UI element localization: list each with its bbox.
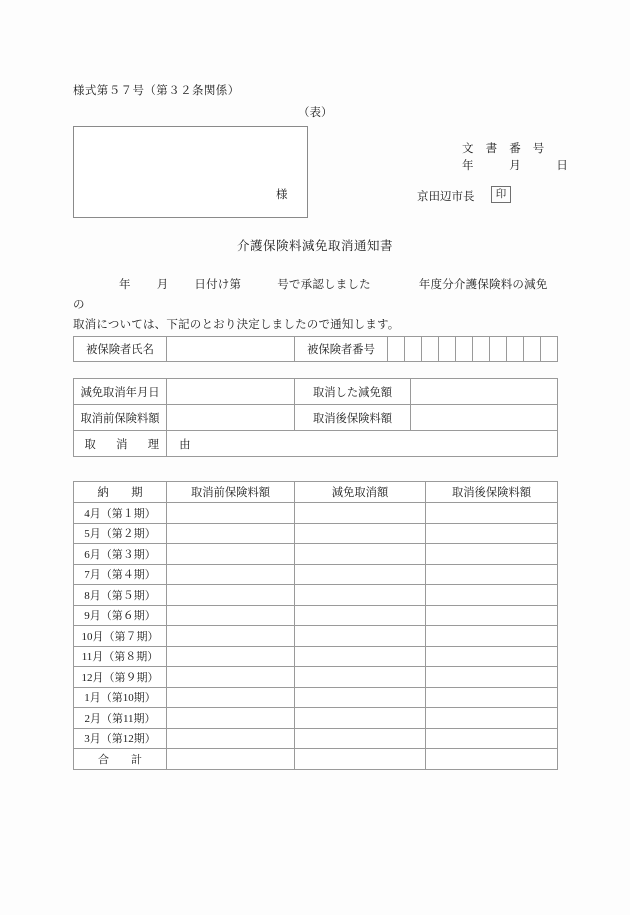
table-row (74, 605, 558, 626)
before-amount-field[interactable] (167, 687, 295, 708)
cancelled-reduction-amount-label: 取消した減免額 (295, 379, 411, 405)
insured-number-cell[interactable] (456, 337, 473, 362)
reduction-amount-field[interactable] (295, 708, 426, 729)
after-amount-field[interactable] (426, 626, 558, 647)
before-amount-field[interactable] (167, 564, 295, 585)
body-number: 号で承認しました (277, 279, 371, 291)
body-line2: 取消については、下記のとおり決定しましたので通知します。 (73, 319, 400, 331)
table-row (74, 405, 558, 431)
seal-stamp-icon: 印 (491, 186, 511, 203)
reduction-amount-field[interactable] (295, 687, 426, 708)
body-year: 年 (119, 279, 131, 291)
reduction-amount-field[interactable] (295, 626, 426, 647)
before-amount-field[interactable] (167, 646, 295, 667)
before-amount-field[interactable] (167, 728, 295, 749)
total-reduction-field[interactable] (295, 749, 426, 770)
insured-name-label: 被保険者氏名 (74, 337, 167, 362)
insured-number-cell[interactable] (524, 337, 541, 362)
period-label: 3月（第12期） (74, 728, 167, 749)
total-before-field[interactable] (167, 749, 295, 770)
before-amount-field[interactable] (167, 708, 295, 729)
insured-number-cell[interactable] (422, 337, 439, 362)
body-end: 年度分介護保険料の減免の (73, 279, 548, 311)
insured-info-table (73, 336, 558, 362)
table-row (74, 564, 558, 585)
page-title: 介護保険料減免取消通知書 (236, 239, 393, 253)
total-label: 合 計 (74, 749, 167, 770)
before-amount-field[interactable] (167, 585, 295, 606)
table-row (74, 626, 558, 647)
reduction-amount-field[interactable] (295, 523, 426, 544)
addressee-box[interactable] (73, 126, 308, 218)
insured-number-cell[interactable] (439, 337, 456, 362)
column-header-after: 取消後保険料額 (426, 482, 558, 503)
cancel-reason-label: 取 消 理 由 (74, 431, 167, 457)
after-amount-field[interactable] (426, 687, 558, 708)
table-row (74, 431, 558, 457)
insured-number-cell[interactable] (473, 337, 490, 362)
body-mid: 日付け第 (194, 279, 242, 291)
after-amount-field[interactable] (426, 503, 558, 524)
before-amount-field[interactable] (167, 605, 295, 626)
table-row (74, 544, 558, 565)
insured-number-cell[interactable] (541, 337, 558, 362)
after-amount-field[interactable] (426, 646, 558, 667)
cancel-date-label: 減免取消年月日 (74, 379, 167, 405)
period-label: 12月（第９期） (74, 667, 167, 688)
table-row (74, 646, 558, 667)
document-date-label: 年 月 日 (462, 160, 569, 172)
reduction-amount-field[interactable] (295, 728, 426, 749)
document-number-label: 文 書 番 号 (462, 143, 545, 155)
reduction-amount-field[interactable] (295, 564, 426, 585)
premium-after-label: 取消後保険料額 (295, 405, 411, 431)
table-row (74, 503, 558, 524)
reduction-amount-field[interactable] (295, 503, 426, 524)
insured-number-label: 被保険者番号 (295, 337, 388, 362)
period-label: 4月（第１期） (74, 503, 167, 524)
after-amount-field[interactable] (426, 667, 558, 688)
table-row (74, 585, 558, 606)
period-label: 5月（第２期） (74, 523, 167, 544)
cancel-date-field[interactable] (167, 379, 295, 405)
after-amount-field[interactable] (426, 523, 558, 544)
total-after-field[interactable] (426, 749, 558, 770)
premium-before-label: 取消前保険料額 (74, 405, 167, 431)
after-amount-field[interactable] (426, 585, 558, 606)
table-row (74, 708, 558, 729)
insured-name-field[interactable] (167, 337, 295, 362)
after-amount-field[interactable] (426, 564, 558, 585)
before-amount-field[interactable] (167, 667, 295, 688)
insured-number-cell[interactable] (507, 337, 524, 362)
reduction-amount-field[interactable] (295, 585, 426, 606)
table-row (74, 337, 558, 362)
body-paragraph (73, 275, 557, 335)
reduction-amount-field[interactable] (295, 646, 426, 667)
column-header-reduction: 減免取消額 (295, 482, 426, 503)
insured-number-cell[interactable] (388, 337, 405, 362)
issuer-name: 京田辺市長 (417, 191, 475, 203)
period-label: 11月（第８期） (74, 646, 167, 667)
period-label: 9月（第６期） (74, 605, 167, 626)
period-label: 10月（第７期） (74, 626, 167, 647)
installments-table (73, 481, 558, 770)
insured-number-cell[interactable] (490, 337, 507, 362)
table-total-row (74, 749, 558, 770)
before-amount-field[interactable] (167, 503, 295, 524)
after-amount-field[interactable] (426, 728, 558, 749)
table-row (74, 379, 558, 405)
after-amount-field[interactable] (426, 605, 558, 626)
column-header-before: 取消前保険料額 (167, 482, 295, 503)
reduction-amount-field[interactable] (295, 667, 426, 688)
cancellation-details-table (73, 378, 558, 457)
column-header-period: 納 期 (74, 482, 167, 503)
table-row (74, 687, 558, 708)
period-label: 1月（第10期） (74, 687, 167, 708)
table-row (74, 523, 558, 544)
period-label: 6月（第３期） (74, 544, 167, 565)
table-header-row (74, 482, 558, 503)
cancelled-reduction-amount-field[interactable] (411, 379, 558, 405)
addressee-honorific: 様 (276, 189, 288, 201)
reduction-amount-field[interactable] (295, 605, 426, 626)
insured-number-cell[interactable] (405, 337, 422, 362)
after-amount-field[interactable] (426, 708, 558, 729)
period-label: 7月（第４期） (74, 564, 167, 585)
period-label: 2月（第11期） (74, 708, 167, 729)
before-amount-field[interactable] (167, 626, 295, 647)
form-number: 様式第５７号（第３２条関係） (73, 85, 240, 97)
table-row (74, 667, 558, 688)
front-side-label: （表） (298, 107, 333, 119)
before-amount-field[interactable] (167, 544, 295, 565)
before-amount-field[interactable] (167, 523, 295, 544)
body-month: 月 (156, 279, 169, 291)
cancel-reason-field[interactable] (167, 431, 558, 457)
period-label: 8月（第５期） (74, 585, 167, 606)
reduction-amount-field[interactable] (295, 544, 426, 565)
table-row (74, 728, 558, 749)
after-amount-field[interactable] (426, 544, 558, 565)
premium-before-field[interactable] (167, 405, 295, 431)
premium-after-field[interactable] (411, 405, 558, 431)
